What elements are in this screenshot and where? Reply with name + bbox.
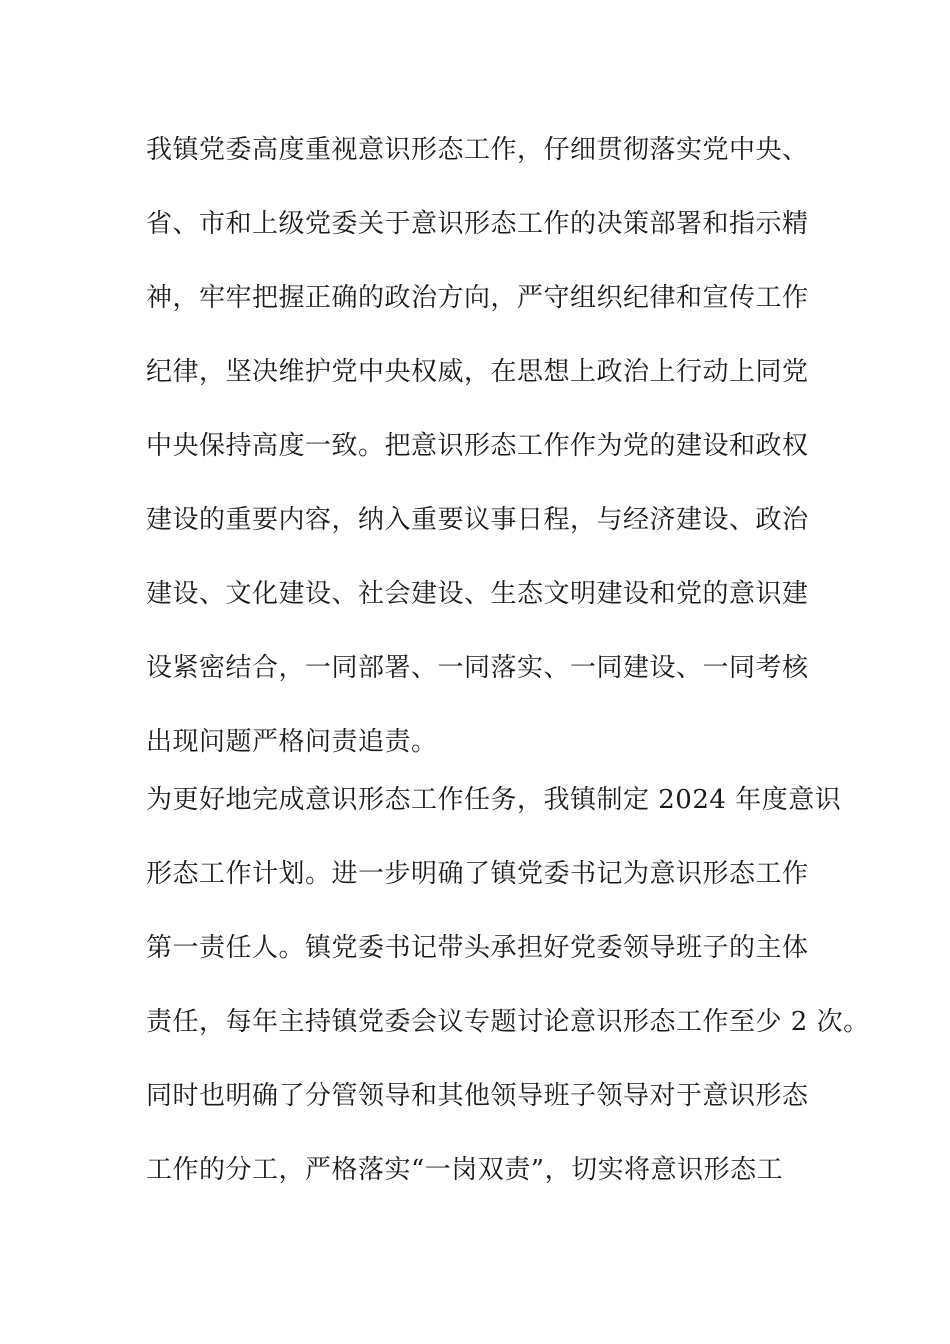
text-line: 建设的重要内容，纳入重要议事日程，与经济建设、政治	[146, 505, 809, 535]
text-line: 为更好地完成意识形态工作任务，我镇制定 2024 年度意识	[146, 785, 842, 815]
text-line: 工作的分工，严格落实“一岗双责”，切实将意识形态工	[146, 1155, 784, 1185]
text-line: 建设、文化建设、社会建设、生态文明建设和党的意识建	[146, 579, 809, 609]
text-line: 责任，每年主持镇党委会议专题讨论意识形态工作至少 2 次。	[146, 1007, 870, 1037]
text-line: 同时也明确了分管领导和其他领导班子领导对于意识形态	[146, 1081, 809, 1111]
text-line: 中央保持高度一致。把意识形态工作作为党的建设和政权	[146, 431, 809, 461]
text-line: 形态工作计划。进一步明确了镇党委书记为意识形态工作	[146, 859, 809, 889]
text-line: 设紧密结合，一同部署、一同落实、一同建设、一同考核	[146, 653, 809, 683]
paragraph-1	[146, 128, 836, 778]
text-line: 第一责任人。镇党委书记带头承担好党委领导班子的主体	[146, 933, 809, 963]
text-line: 省、市和上级党委关于意识形态工作的决策部署和指示精	[146, 209, 809, 239]
text-line: 出现问题严格问责追责。	[146, 727, 438, 757]
text-line: 纪律，坚决维护党中央权威，在思想上政治上行动上同党	[146, 357, 809, 387]
paragraph-2	[146, 778, 870, 1222]
text-line: 神，牢牢把握正确的政治方向，严守组织纪律和宣传工作	[146, 283, 809, 313]
document-body	[146, 128, 870, 1222]
text-line: 我镇党委高度重视意识形态工作，仔细贯彻落实党中央、	[146, 135, 809, 165]
